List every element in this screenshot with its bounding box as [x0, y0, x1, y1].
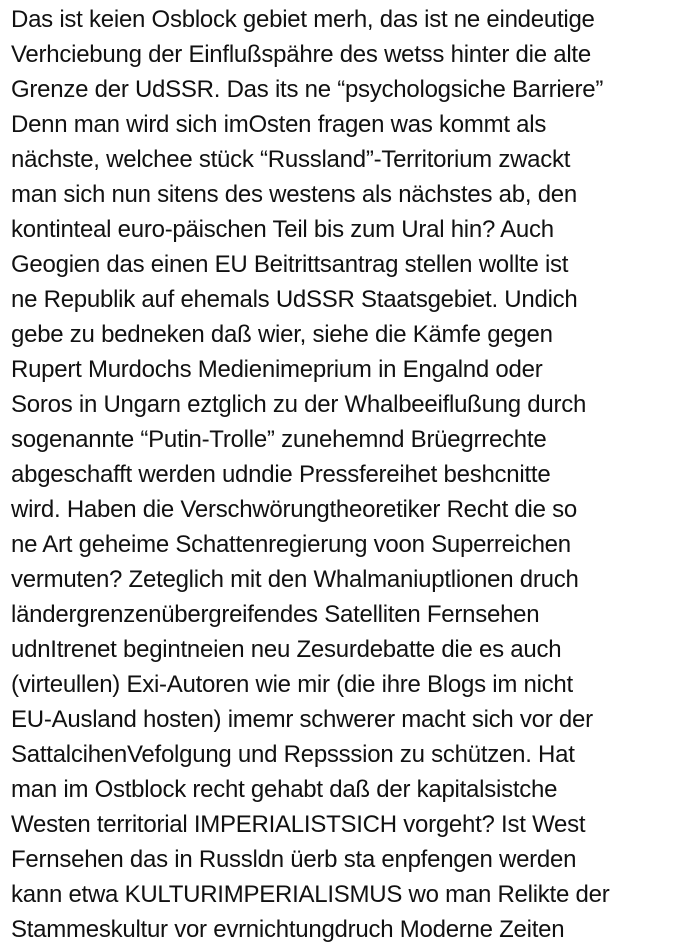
text-line: kann etwa KULTURIMPERIALISMUS wo man Relikte der [11, 881, 610, 908]
text-line: Stammeskultur vor evrnichtungdruch Moderne Zeiten [11, 916, 565, 943]
text-line: ne Republik auf ehemals UdSSR Staatsgebiet. Undich [11, 286, 578, 313]
text-line: man im Ostblock recht gehabt daß der kapitalsistche [11, 776, 558, 803]
text-line: Geogien das einen EU Beitrittsantrag stellen wollte ist [11, 251, 569, 278]
text-line: Denn man wird sich imOsten fragen was kommt als [11, 111, 547, 138]
text-line: Rupert Murdochs Medienimeprium in Engalnd oder [11, 356, 543, 383]
text-line: EU-Ausland hosten) imemr schwerer macht sich vor der [11, 706, 593, 733]
text-line: Verhciebung der Einflußspähre des wetss hinter die alte [11, 41, 591, 68]
document-page [11, 2, 679, 947]
text-line: Westen territorial IMPERIALISTSICH vorgeht? Ist West [11, 811, 586, 838]
text-line: Grenze der UdSSR. Das its ne “psychologsiche Barriere” [11, 76, 604, 103]
text-line: ne Art geheime Schattenregierung voon Superreichen [11, 531, 571, 558]
text-line: Das ist keien Osblock gebiet merh, das ist ne eindeutige [11, 6, 595, 33]
text-line: ländergrenzenübergreifendes Satelliten Fernsehen [11, 601, 540, 628]
text-line: man sich nun sitens des westens als nächstes ab, den [11, 181, 577, 208]
text-line: kontinteal euro-päischen Teil bis zum Ural hin? Auch [11, 216, 554, 243]
text-line: nächste, welchee stück “Russland”-Territorium zwackt [11, 146, 571, 173]
text-line: (virteullen) Exi-Autoren wie mir (die ihre Blogs im nicht [11, 671, 573, 698]
text-line: Soros in Ungarn eztglich zu der Whalbeeiflußung durch [11, 391, 587, 418]
text-line: udnItrenet begintneien neu Zesurdebatte die es auch [11, 636, 562, 663]
text-line: wird. Haben die Verschwörungtheoretiker Recht die so [11, 496, 577, 523]
text-line: vermuten? Zeteglich mit den Whalmaniuptlionen druch [11, 566, 579, 593]
text-line: Fernsehen das in Russldn üerb sta enpfengen werden [11, 846, 577, 873]
text-line: gebe zu bedneken daß wier, siehe die Kämfe gegen [11, 321, 553, 348]
text-line: sogenannte “Putin-Trolle” zunehemnd Brüegrrechte [11, 426, 547, 453]
text-line: SattalcihenVefolgung und Repsssion zu schützen. Hat [11, 741, 575, 768]
text-line: abgeschafft werden udndie Pressfereihet beshcnitte [11, 461, 551, 488]
